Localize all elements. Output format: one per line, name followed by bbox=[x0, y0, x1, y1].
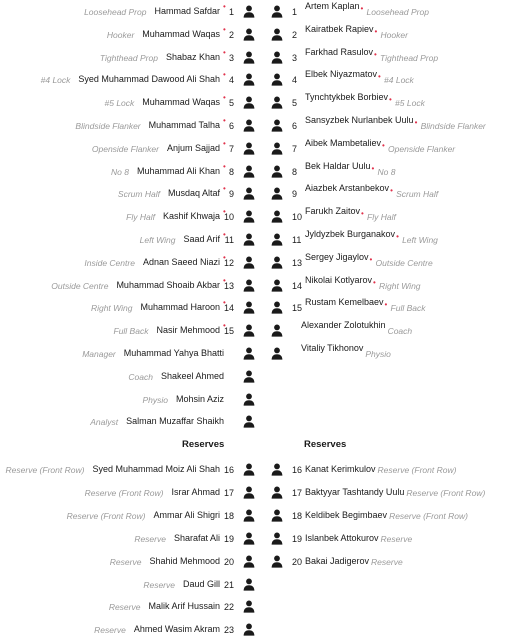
away-player-name[interactable]: Jyldyzbek Burganakov bbox=[305, 229, 396, 239]
away-jersey-number: 16 bbox=[292, 465, 303, 475]
away-marker-icon: • bbox=[371, 164, 375, 173]
home-position-label: Full Back bbox=[113, 326, 149, 336]
away-player-name[interactable]: Aibek Mambetaliev bbox=[305, 138, 382, 148]
away-jersey-number: 18 bbox=[292, 511, 303, 521]
away-jersey-number: 11 bbox=[292, 235, 302, 245]
home-player-name[interactable]: Shakeel Ahmed bbox=[160, 371, 224, 381]
away-player-name[interactable]: Baktyyar Tashtandy Uulu bbox=[305, 487, 405, 497]
home-jersey-number: 19 bbox=[223, 534, 234, 544]
home-position-label: Reserve bbox=[134, 534, 166, 544]
away-position-label: Tighthead Prop bbox=[380, 53, 439, 63]
home-player-name[interactable]: Anjum Sajjad bbox=[166, 143, 220, 153]
away-jersey-number: 19 bbox=[292, 534, 303, 544]
home-player-name[interactable]: Muhammad Talha bbox=[148, 120, 220, 130]
away-jersey-number: 8 bbox=[292, 167, 298, 177]
away-jersey-number: 1 bbox=[292, 7, 298, 17]
away-player-name[interactable]: Aiazbek Arstanbekov bbox=[305, 183, 390, 193]
home-player-row bbox=[0, 393, 511, 407]
away-jersey-number: 6 bbox=[292, 121, 298, 131]
home-position-label: Hooker bbox=[106, 30, 135, 40]
away-position-label: Openside Flanker bbox=[388, 144, 456, 154]
away-position-label: Fly Half bbox=[367, 212, 396, 222]
home-jersey-number: 9 bbox=[228, 189, 234, 199]
home-marker-icon: • bbox=[223, 48, 226, 57]
home-player-name[interactable]: Sharafat Ali bbox=[173, 533, 220, 543]
home-player-name[interactable]: Shabaz Khan bbox=[165, 52, 220, 62]
away-marker-icon: • bbox=[373, 278, 376, 287]
away-marker-icon: • bbox=[369, 255, 373, 264]
away-position-label: Reserve bbox=[371, 557, 403, 567]
away-position-label: #4 Lock bbox=[384, 75, 414, 85]
away-position-label: Left Wing bbox=[402, 235, 438, 245]
home-player-row bbox=[0, 93, 511, 110]
away-jersey-number: 13 bbox=[292, 258, 303, 268]
home-position-label: Reserve bbox=[108, 602, 141, 612]
person-icon[interactable] bbox=[243, 370, 255, 383]
home-player-row bbox=[0, 370, 511, 384]
home-player-row bbox=[0, 347, 511, 361]
away-marker-icon: • bbox=[414, 118, 418, 127]
person-icon[interactable] bbox=[243, 119, 255, 132]
home-player-name[interactable]: Salman Muzaffar Shaikh bbox=[126, 416, 224, 426]
away-position-label: Right Wing bbox=[379, 281, 421, 291]
person-icon[interactable] bbox=[243, 578, 255, 591]
home-jersey-number: 10 bbox=[223, 212, 234, 222]
away-marker-icon: • bbox=[378, 72, 381, 81]
home-player-row bbox=[0, 486, 511, 500]
person-icon[interactable] bbox=[243, 96, 255, 109]
home-position-label: Reserve bbox=[94, 625, 126, 635]
home-player-row bbox=[0, 162, 511, 179]
home-player-name[interactable]: Hammad Safdar bbox=[154, 6, 220, 16]
away-player-name[interactable]: Rustam Kemelbaev bbox=[305, 297, 384, 307]
home-player-name[interactable]: Muhammad Yahya Bhatti bbox=[123, 348, 224, 358]
away-position-label: Coach bbox=[387, 326, 413, 336]
away-marker-icon: • bbox=[389, 95, 392, 104]
home-player-row bbox=[0, 230, 511, 247]
away-player-name[interactable]: Artem Kaplan bbox=[305, 1, 360, 11]
home-player-row bbox=[0, 184, 511, 201]
person-icon[interactable] bbox=[243, 600, 255, 613]
home-player-row bbox=[0, 623, 511, 637]
home-player-row bbox=[0, 207, 511, 224]
home-marker-icon: • bbox=[223, 253, 226, 262]
home-player-name[interactable]: Mohsin Aziz bbox=[175, 394, 224, 404]
away-position-label: #5 Lock bbox=[395, 98, 425, 108]
home-position-label: No 8 bbox=[110, 167, 129, 177]
home-player-name[interactable]: Muhammad Ali Khan bbox=[136, 166, 220, 176]
home-player-row bbox=[0, 298, 511, 315]
home-player-name[interactable]: Nasir Mehmood bbox=[156, 325, 220, 335]
away-player-name[interactable]: Bek Haldar Uulu bbox=[305, 161, 371, 171]
home-player-name[interactable]: Muhammad Waqas bbox=[142, 97, 220, 107]
away-position-label: Blindside Flanker bbox=[420, 121, 486, 131]
home-marker-icon: • bbox=[223, 321, 226, 330]
person-icon[interactable] bbox=[243, 187, 255, 200]
home-position-label: Physio bbox=[142, 395, 168, 405]
home-player-name[interactable]: Kashif Khwaja bbox=[162, 211, 220, 221]
person-icon[interactable] bbox=[243, 142, 255, 155]
home-jersey-number: 7 bbox=[228, 144, 234, 154]
home-player-row bbox=[0, 276, 511, 293]
home-player-row bbox=[0, 70, 511, 87]
home-position-label: Reserve (Front Row) bbox=[84, 488, 164, 498]
away-jersey-number: 20 bbox=[292, 557, 303, 567]
person-icon[interactable] bbox=[243, 324, 255, 337]
home-player-row bbox=[0, 600, 511, 614]
home-position-label: Reserve bbox=[143, 580, 175, 590]
home-marker-icon: • bbox=[223, 230, 226, 239]
away-player-name[interactable]: Vitaliy Tikhonov bbox=[301, 343, 364, 353]
home-marker-icon: • bbox=[223, 184, 226, 193]
home-position-label: Openside Flanker bbox=[91, 144, 159, 154]
home-position-label: Reserve (Front Row) bbox=[66, 511, 146, 521]
person-icon[interactable] bbox=[243, 51, 255, 64]
home-jersey-number: 13 bbox=[223, 281, 234, 291]
home-jersey-number: 5 bbox=[228, 98, 234, 108]
home-position-label: Outside Centre bbox=[51, 281, 109, 291]
away-player-name[interactable]: Tynchtykbek Borbiev bbox=[305, 92, 389, 102]
person-icon[interactable] bbox=[243, 233, 255, 246]
home-jersey-number: 21 bbox=[223, 580, 234, 590]
away-position-label: Outside Centre bbox=[375, 258, 433, 268]
person-icon[interactable] bbox=[243, 393, 255, 406]
home-player-row bbox=[0, 463, 511, 477]
home-position-label: Fly Half bbox=[126, 212, 155, 222]
away-position-label: Scrum Half bbox=[396, 189, 439, 199]
home-position-label: Tighthead Prop bbox=[99, 53, 158, 63]
home-player-name[interactable]: Saad Arif bbox=[183, 234, 220, 244]
home-player-name[interactable]: Musdaq Altaf bbox=[167, 188, 220, 198]
away-player-name[interactable]: Bakai Jadigerov bbox=[305, 556, 370, 566]
away-jersey-number: 14 bbox=[292, 281, 303, 291]
home-player-row bbox=[0, 555, 511, 569]
person-icon[interactable] bbox=[243, 555, 255, 568]
away-jersey-number: 17 bbox=[292, 488, 303, 498]
away-marker-icon: • bbox=[374, 27, 378, 36]
away-player-name[interactable]: Sergey Jigaylov bbox=[305, 252, 369, 262]
home-position-label: #4 Lock bbox=[40, 75, 71, 85]
home-jersey-number: 3 bbox=[228, 53, 234, 63]
away-position-label: Reserve (Front Row) bbox=[389, 511, 468, 521]
home-marker-icon: • bbox=[223, 70, 226, 79]
person-icon[interactable] bbox=[243, 256, 255, 269]
home-marker-icon: • bbox=[223, 162, 226, 171]
home-position-label: Right Wing bbox=[90, 303, 133, 313]
away-position-label: No 8 bbox=[377, 167, 396, 177]
home-position-label: #5 Lock bbox=[104, 98, 135, 108]
away-position-label: Loosehead Prop bbox=[366, 7, 429, 17]
home-marker-icon: • bbox=[223, 276, 226, 285]
away-jersey-number: 3 bbox=[292, 53, 298, 63]
home-jersey-number: 11 bbox=[224, 235, 234, 245]
person-icon[interactable] bbox=[243, 486, 255, 499]
home-jersey-number: 2 bbox=[228, 30, 234, 40]
away-position-label: Reserve (Front Row) bbox=[406, 488, 486, 498]
home-player-row bbox=[0, 116, 511, 133]
home-marker-icon: • bbox=[223, 2, 226, 11]
home-player-name[interactable]: Daud Gill bbox=[182, 579, 220, 589]
home-marker-icon: • bbox=[223, 116, 226, 125]
home-player-row bbox=[0, 139, 511, 156]
person-icon[interactable] bbox=[243, 623, 255, 636]
person-icon[interactable] bbox=[243, 165, 255, 178]
away-position-label: Reserve bbox=[380, 534, 413, 544]
away-marker-icon: • bbox=[384, 300, 388, 309]
away-marker-icon: • bbox=[374, 50, 377, 59]
home-jersey-number: 16 bbox=[223, 465, 234, 475]
home-jersey-number: 23 bbox=[223, 625, 234, 635]
home-player-name[interactable]: Ammar Ali Shigri bbox=[153, 510, 220, 520]
away-player-name[interactable]: Kanat Kerimkulov bbox=[305, 464, 376, 474]
home-player-name[interactable]: Shahid Mehmood bbox=[149, 556, 220, 566]
away-jersey-number: 10 bbox=[292, 212, 303, 222]
home-player-name[interactable]: Israr Ahmad bbox=[171, 487, 220, 497]
home-position-label: Loosehead Prop bbox=[84, 7, 147, 17]
away-reserves-heading: Reserves bbox=[304, 439, 347, 450]
away-position-label: Reserve (Front Row) bbox=[377, 465, 457, 475]
home-player-row bbox=[0, 532, 511, 546]
home-player-row bbox=[0, 321, 511, 338]
home-jersey-number: 17 bbox=[223, 488, 234, 498]
person-icon[interactable] bbox=[243, 279, 255, 292]
away-position-label: Hooker bbox=[380, 30, 408, 40]
home-position-label: Manager bbox=[82, 349, 116, 359]
home-jersey-number: 20 bbox=[223, 557, 234, 567]
person-icon[interactable] bbox=[243, 415, 255, 428]
away-marker-icon: • bbox=[382, 141, 385, 150]
away-player-name[interactable]: Sansyzbek Nurlanbek Uulu bbox=[305, 115, 414, 125]
home-player-row bbox=[0, 25, 511, 42]
away-jersey-number: 7 bbox=[292, 144, 298, 154]
away-player-name[interactable]: Farkhad Rasulov bbox=[305, 47, 374, 57]
home-jersey-number: 14 bbox=[223, 303, 234, 313]
person-icon[interactable] bbox=[243, 532, 255, 545]
away-jersey-number: 2 bbox=[292, 30, 298, 40]
home-jersey-number: 18 bbox=[223, 511, 234, 521]
home-player-name[interactable]: Muhammad Haroon bbox=[140, 302, 220, 312]
home-position-label: Analyst bbox=[90, 417, 119, 427]
home-marker-icon: • bbox=[223, 93, 226, 102]
away-marker-icon: • bbox=[396, 232, 399, 241]
home-marker-icon: • bbox=[223, 139, 226, 148]
home-player-row bbox=[0, 578, 511, 592]
person-icon[interactable] bbox=[243, 301, 255, 314]
home-position-label: Scrum Half bbox=[117, 189, 160, 199]
home-player-name[interactable]: Muhammad Waqas bbox=[142, 29, 220, 39]
away-player-name[interactable]: Kairatbek Rapiev bbox=[305, 24, 374, 34]
home-player-name[interactable]: Ahmed Wasim Akram bbox=[133, 624, 220, 634]
home-position-label: Reserve bbox=[109, 557, 142, 567]
home-jersey-number: 4 bbox=[228, 75, 234, 85]
away-position-label: Physio bbox=[365, 349, 391, 359]
away-jersey-number: 9 bbox=[292, 189, 298, 199]
away-jersey-number: 4 bbox=[292, 75, 298, 85]
home-jersey-number: 12 bbox=[223, 258, 234, 268]
home-jersey-number: 22 bbox=[223, 602, 234, 612]
home-player-row bbox=[0, 48, 511, 65]
person-icon[interactable] bbox=[243, 509, 255, 522]
home-position-label: Reserve (Front Row) bbox=[5, 465, 85, 475]
home-jersey-number: 15 bbox=[223, 326, 234, 336]
person-icon[interactable] bbox=[243, 5, 255, 18]
home-player-name[interactable]: Syed Muhammad Moiz Ali Shah bbox=[92, 464, 220, 474]
person-icon[interactable] bbox=[243, 73, 255, 86]
person-icon[interactable] bbox=[243, 28, 255, 41]
home-player-name[interactable]: Syed Muhammad Dawood Ali Shah bbox=[78, 74, 220, 84]
person-icon[interactable] bbox=[243, 347, 255, 360]
home-player-row bbox=[0, 509, 511, 523]
away-jersey-number: 15 bbox=[292, 303, 303, 313]
away-position-label: Full Back bbox=[390, 303, 426, 313]
person-icon[interactable] bbox=[243, 463, 255, 476]
home-position-label: Coach bbox=[128, 372, 153, 382]
away-marker-icon: • bbox=[360, 4, 364, 13]
away-player-name[interactable]: Keldibek Begimbaev bbox=[305, 510, 388, 520]
away-player-name[interactable]: Alexander Zolotukhin bbox=[301, 320, 386, 330]
home-player-row bbox=[0, 2, 511, 19]
away-player-name[interactable]: Nikolai Kotlyarov bbox=[305, 275, 373, 285]
home-position-label: Blindside Flanker bbox=[75, 121, 141, 131]
away-jersey-number: 5 bbox=[292, 98, 298, 108]
home-marker-icon: • bbox=[223, 207, 226, 216]
home-player-name[interactable]: Muhammad Shoaib Akbar bbox=[116, 280, 220, 290]
home-player-name[interactable]: Malik Arif Hussain bbox=[148, 601, 220, 611]
home-reserves-heading: Reserves bbox=[182, 439, 225, 450]
away-player-name[interactable]: Islanbek Attokurov bbox=[305, 533, 379, 543]
home-jersey-number: 8 bbox=[228, 167, 234, 177]
home-player-row bbox=[0, 253, 511, 270]
person-icon[interactable] bbox=[243, 210, 255, 223]
away-marker-icon: • bbox=[390, 186, 393, 195]
home-player-name[interactable]: Adnan Saeed Niazi bbox=[142, 257, 220, 267]
home-marker-icon: • bbox=[223, 25, 226, 34]
home-position-label: Left Wing bbox=[139, 235, 176, 245]
away-marker-icon: • bbox=[361, 209, 364, 218]
home-player-row bbox=[0, 415, 511, 429]
away-player-name[interactable]: Elbek Niyazmatov bbox=[305, 69, 378, 79]
home-jersey-number: 6 bbox=[228, 121, 234, 131]
home-marker-icon: • bbox=[223, 298, 226, 307]
home-position-label: Inside Centre bbox=[84, 258, 135, 268]
home-jersey-number: 1 bbox=[228, 7, 234, 17]
away-player-name[interactable]: Farukh Zaitov bbox=[305, 206, 361, 216]
